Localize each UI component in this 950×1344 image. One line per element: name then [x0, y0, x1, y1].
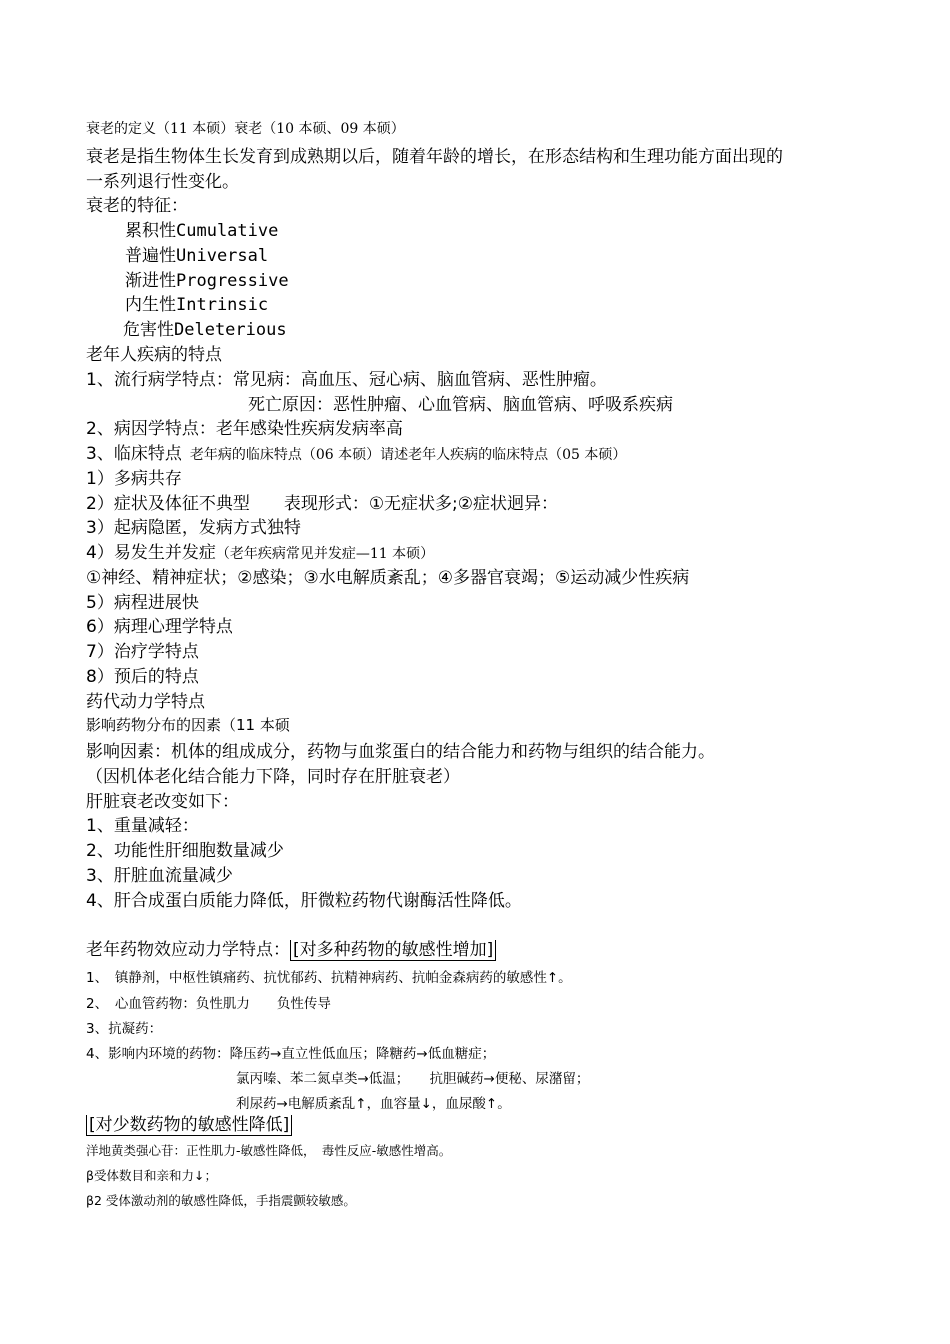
- aging-definition-heading: 衰老的定义（11 本硕）衰老（10 本硕、09 本硕）: [86, 121, 405, 137]
- clinical-point-8: 8）预后的特点: [86, 667, 199, 687]
- digitalis-note: 洋地黄类强心苷：正性肌力-敏感性降低， 毒性反应-敏感性增高。: [86, 1143, 452, 1158]
- liver-aging-heading: 肝脏衰老改变如下：: [86, 792, 239, 812]
- clinical-point-4: 4）易发生并发症（老年疾病常见并发症—11 本硕）: [86, 543, 435, 563]
- elderly-disease-heading: 老年人疾病的特点: [86, 345, 222, 365]
- feature-cumulative: 累积性Cumulative: [125, 221, 279, 241]
- epidemiology-item: 1、流行病学特点：常见病：高血压、冠心病、脑血管病、恶性肿瘤。: [86, 370, 607, 390]
- distribution-factors-text: 影响因素：机体的组成成分，药物与血浆蛋白的结合能力和药物与组织的结合能力。: [86, 742, 715, 762]
- clinical-point-1: 1）多病共存: [86, 469, 182, 489]
- pd-item-3: 3、抗凝药：: [86, 1021, 163, 1037]
- feature-progressive: 渐进性Progressive: [125, 271, 289, 291]
- distribution-factors-heading: 影响药物分布的因素（11 本硕: [86, 716, 290, 734]
- liver-change-3: 3、肝脏血流量减少: [86, 866, 233, 886]
- death-causes-item: 死亡原因：恶性肿瘤、心血管病、脑血管病、呼吸系疾病: [248, 395, 673, 415]
- beta2-agonist-note: β2 受体激动剂的敏感性降低，手指震颤较敏感。: [86, 1193, 356, 1208]
- increased-sensitivity-label: [对多种药物的敏感性增加]: [290, 940, 496, 961]
- pd-item-2: 2、 心血管药物：负性肌力 负性传导: [86, 996, 331, 1012]
- etiology-item: 2、病因学特点：老年感染性疾病发病率高: [86, 419, 403, 439]
- clinical-point-5: 5）病程进展快: [86, 593, 199, 613]
- pd-item-1: 1、 镇静剂，中枢性镇痛药、抗忧郁药、抗精神病药、抗帕金森病药的敏感性↑。: [86, 970, 572, 986]
- pd-item-4: 4、影响内环境的药物：降压药→直立性低血压；降糖药→低血糖症；: [86, 1046, 496, 1062]
- pd-item-4-cont-2: 利尿药→电解质紊乱↑，血容量↓，血尿酸↑。: [236, 1096, 511, 1112]
- clinical-point-2: 2）症状及体征不典型 表现形式：①无症状多;②症状迥异：: [86, 494, 559, 514]
- aging-features-heading: 衰老的特征：: [86, 196, 188, 216]
- feature-intrinsic: 内生性Intrinsic: [125, 295, 269, 315]
- clinical-item: 3、临床特点 老年病的临床特点（06 本硕）请述老年人疾病的临床特点（05 本硕）: [86, 444, 627, 464]
- feature-deleterious: 危害性Deleterious: [123, 320, 287, 340]
- distribution-factors-note: （因机体老化结合能力下降，同时存在肝脏衰老）: [86, 767, 460, 787]
- clinical-point-3: 3）起病隐匿，发病方式独特: [86, 518, 301, 538]
- beta-receptor-note: β受体数目和亲和力↓；: [86, 1168, 217, 1183]
- clinical-point-6: 6）病理心理学特点: [86, 617, 233, 637]
- clinical-point-7: 7）治疗学特点: [86, 642, 199, 662]
- liver-change-4: 4、肝合成蛋白质能力降低，肝微粒药物代谢酶活性降低。: [86, 891, 522, 911]
- aging-definition-text: 衰老是指生物体生长发育到成熟期以后，随着年龄的增长，在形态结构和生理功能方面出现的: [86, 147, 783, 167]
- complications-list: ①神经、精神症状；②感染；③水电解质紊乱；④多器官衰竭；⑤运动减少性疾病: [86, 568, 690, 588]
- aging-definition-text-cont: 一系列退行性变化。: [86, 172, 239, 192]
- pharmacodynamics-heading: 老年药物效应动力学特点： [对多种药物的敏感性增加]: [86, 935, 496, 960]
- pharmacokinetics-heading: 药代动力学特点: [86, 692, 205, 712]
- decreased-sensitivity-heading: [对少数药物的敏感性降低]: [86, 1110, 292, 1135]
- liver-change-1: 1、重量减轻：: [86, 816, 199, 836]
- liver-change-2: 2、功能性肝细胞数量减少: [86, 841, 284, 861]
- pd-item-4-cont-1: 氯丙嗪、苯二氮卓类→低温； 抗胆碱药→便秘、尿潴留；: [236, 1071, 590, 1087]
- feature-universal: 普遍性Universal: [125, 246, 269, 266]
